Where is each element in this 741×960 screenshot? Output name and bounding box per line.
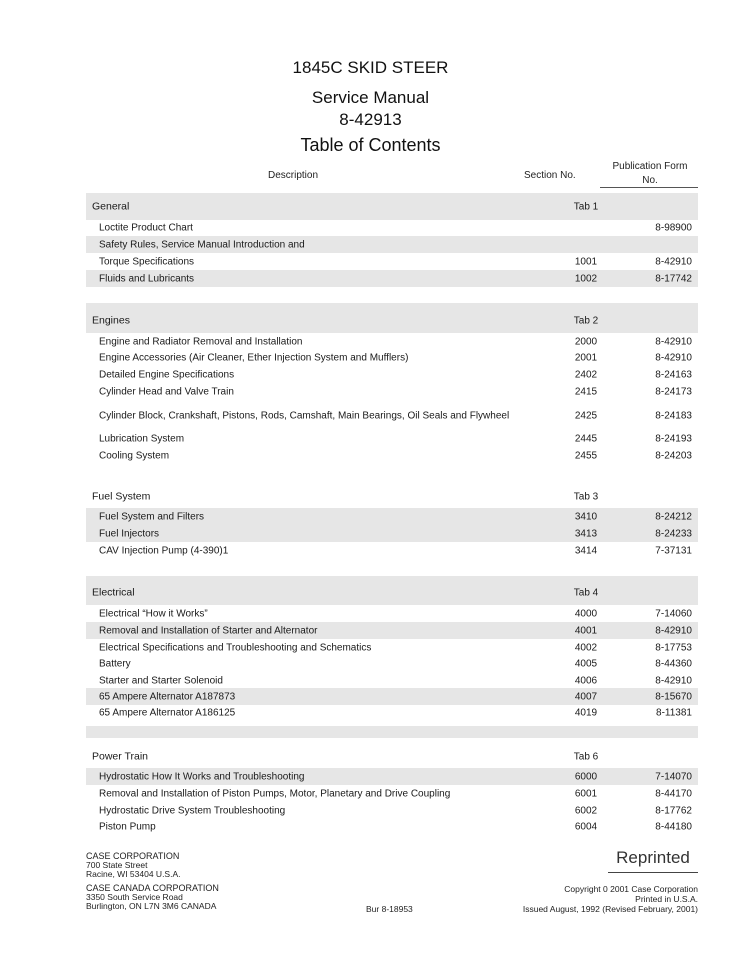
table-row — [86, 802, 698, 819]
copyright-text: Copyright 0 2001 Case Corporation — [564, 884, 698, 894]
table-row — [86, 542, 698, 559]
row-description: Starter and Starter Solenoid — [99, 675, 223, 686]
row-publication: 8-24173 — [655, 386, 692, 397]
row-publication: 8-24163 — [655, 369, 692, 380]
row-section: 4019 — [574, 707, 598, 718]
row-description: Torque Specifications — [99, 256, 195, 267]
section-divider — [86, 726, 698, 738]
section-row-fuel-system — [86, 487, 698, 507]
row-publication: 8-42910 — [655, 352, 692, 363]
table-row — [86, 605, 698, 622]
column-header-section: Section No. — [524, 170, 576, 181]
column-header-description: Description — [268, 170, 319, 181]
case-canada-address — [86, 884, 219, 911]
row-section: 4002 — [574, 642, 598, 653]
row-section: 2001 — [574, 352, 598, 363]
row-publication: 8-17762 — [655, 805, 692, 816]
table-row — [86, 401, 698, 430]
case-us-address — [86, 852, 181, 879]
table-row — [86, 430, 698, 447]
section-tab: Tab 1 — [573, 201, 599, 212]
table-row — [86, 818, 698, 835]
case-ca-street: 3350 South Service Road — [86, 892, 183, 902]
issued-text: Issued August, 1992 (Revised February, 2001) — [522, 904, 698, 914]
table-row — [86, 672, 698, 689]
row-publication: 8-42910 — [655, 625, 692, 636]
row-publication: 8-42910 — [655, 675, 692, 686]
row-section: 4005 — [574, 658, 598, 669]
section-row-electrical — [86, 581, 698, 605]
manual-title: Service Manual — [311, 88, 430, 107]
section-tab: Tab 6 — [573, 751, 599, 763]
section-row-engines — [86, 308, 698, 333]
row-description: Removal and Installation of Starter and Alternator — [99, 625, 318, 636]
row-publication: 8-42910 — [655, 256, 692, 267]
row-section: 3413 — [574, 528, 598, 539]
row-publication: 7-14060 — [655, 608, 692, 619]
manual-number: 8-42913 — [339, 110, 402, 129]
section-name: Electrical — [92, 586, 135, 599]
row-publication: 8-15670 — [655, 691, 692, 702]
table-row — [86, 655, 698, 672]
row-publication: 8-42910 — [655, 336, 692, 347]
row-description: Removal and Installation of Piston Pumps, Motor, Planetary and Drive Coupling — [99, 788, 451, 799]
row-description: Lubrication System — [99, 433, 185, 444]
row-description: Cylinder Head and Valve Train — [99, 386, 234, 397]
row-section: 1001 — [574, 256, 598, 267]
column-header-publication-line2: No. — [642, 175, 658, 186]
row-publication: 8-24183 — [655, 410, 692, 421]
row-description: Fuel Injectors — [99, 528, 160, 539]
table-row — [86, 366, 698, 383]
row-description: Battery — [99, 658, 131, 669]
model-title: 1845C SKID STEER — [292, 58, 449, 77]
row-section: 3410 — [574, 511, 598, 522]
row-section: 4000 — [574, 608, 598, 619]
row-section: 2402 — [574, 369, 598, 380]
row-section: 2000 — [574, 336, 598, 347]
row-section: 2425 — [574, 410, 598, 421]
section-row-general — [86, 193, 698, 220]
table-row — [86, 333, 698, 350]
section-name: Engines — [92, 314, 130, 326]
row-section: 3414 — [574, 545, 598, 556]
case-us-street: 700 State Street — [86, 860, 148, 870]
row-description: 65 Ampere Alternator A186125 — [99, 707, 236, 718]
row-description: CAV Injection Pump (4-390)1 — [99, 545, 229, 556]
row-publication: 7-37131 — [655, 545, 692, 556]
case-us-name: CASE CORPORATION — [86, 851, 180, 861]
case-us-city: Racine, WI 53404 U.S.A. — [86, 869, 181, 879]
section-name: Power Train — [92, 750, 149, 763]
table-row — [86, 220, 698, 236]
row-description: Loctite Product Chart — [99, 222, 193, 234]
row-description: Hydrostatic How It Works and Troubleshooting — [99, 771, 305, 782]
row-publication: 8-17753 — [655, 642, 692, 653]
row-description: Electrical “How it Works” — [99, 608, 208, 619]
reprinted-label: Reprinted — [608, 848, 698, 873]
row-description: Cooling System — [99, 450, 170, 461]
row-description: Engine and Radiator Removal and Installation — [99, 336, 303, 347]
row-publication: 8-24203 — [655, 450, 692, 461]
row-publication: 7-14070 — [655, 771, 692, 782]
table-row — [86, 236, 698, 253]
row-publication: 8-11381 — [656, 707, 692, 718]
row-publication: 8-44180 — [655, 821, 692, 832]
section-tab: Tab 4 — [573, 587, 599, 599]
row-description: Fuel System and Filters — [99, 511, 205, 522]
table-row — [86, 253, 698, 270]
table-row — [86, 447, 698, 464]
row-publication: 8-98900 — [655, 222, 692, 234]
section-tab: Tab 3 — [573, 491, 599, 503]
row-section: 2445 — [574, 433, 598, 444]
table-row — [86, 383, 698, 400]
row-section: 4006 — [574, 675, 598, 686]
row-section: 6001 — [574, 788, 598, 799]
row-description: Fluids and Lubricants — [99, 273, 195, 284]
row-description: Safety Rules, Service Manual Introduction and — [99, 239, 305, 250]
contents-title: Table of Contents — [300, 135, 441, 155]
row-description: Detailed Engine Specifications — [99, 369, 235, 380]
row-description: Hydrostatic Drive System Troubleshooting — [99, 805, 286, 816]
row-section: 4001 — [574, 625, 598, 636]
printed-text: Printed in U.S.A. — [635, 894, 698, 904]
table-row — [86, 688, 698, 705]
section-name: Fuel System — [92, 490, 151, 503]
case-ca-name: CASE CANADA CORPORATION — [86, 883, 219, 893]
row-section: 4007 — [574, 691, 598, 702]
row-section: 6002 — [574, 805, 598, 816]
row-section: 2455 — [574, 450, 598, 461]
copyright-block — [523, 884, 698, 914]
row-publication: 8-17742 — [655, 273, 692, 284]
row-description: 65 Ampere Alternator A187873 — [99, 691, 236, 702]
row-publication: 8-24212 — [655, 511, 692, 522]
column-header-publication — [604, 160, 696, 188]
row-section: 6000 — [574, 771, 598, 782]
table-row — [86, 349, 698, 366]
column-header-publication-line1: Publication Form — [612, 161, 688, 172]
row-section: 1002 — [574, 273, 598, 284]
table-row — [86, 768, 698, 785]
bur-number: Bur 8-18953 — [366, 904, 413, 914]
row-section: 6004 — [574, 821, 598, 832]
row-publication: 8-44360 — [655, 658, 692, 669]
table-row — [86, 704, 698, 721]
table-row — [86, 622, 698, 639]
table-row — [86, 508, 698, 525]
row-section: 2415 — [574, 386, 598, 397]
section-row-power-train — [86, 747, 698, 767]
table-row — [86, 639, 698, 656]
section-tab: Tab 2 — [573, 315, 599, 326]
row-publication: 8-24193 — [655, 433, 692, 444]
section-name: General — [92, 200, 130, 212]
row-description: Electrical Specifications and Troubleshooting and Schematics — [99, 642, 372, 653]
row-description: Cylinder Block, Crankshaft, Pistons, Rods, Camshaft, Main Bearings, Oil Seals and Flywheel — [99, 410, 510, 421]
row-publication: 8-24233 — [655, 528, 692, 539]
row-publication: 8-44170 — [655, 788, 692, 799]
header-rule — [600, 187, 698, 188]
case-ca-city: Burlington, ON L7N 3M6 CANADA — [86, 901, 217, 911]
table-row — [86, 525, 698, 542]
row-description: Engine Accessories (Air Cleaner, Ether Injection System and Mufflers) — [99, 352, 409, 363]
row-description: Piston Pump — [99, 821, 156, 832]
table-row — [86, 270, 698, 287]
table-row — [86, 785, 698, 802]
